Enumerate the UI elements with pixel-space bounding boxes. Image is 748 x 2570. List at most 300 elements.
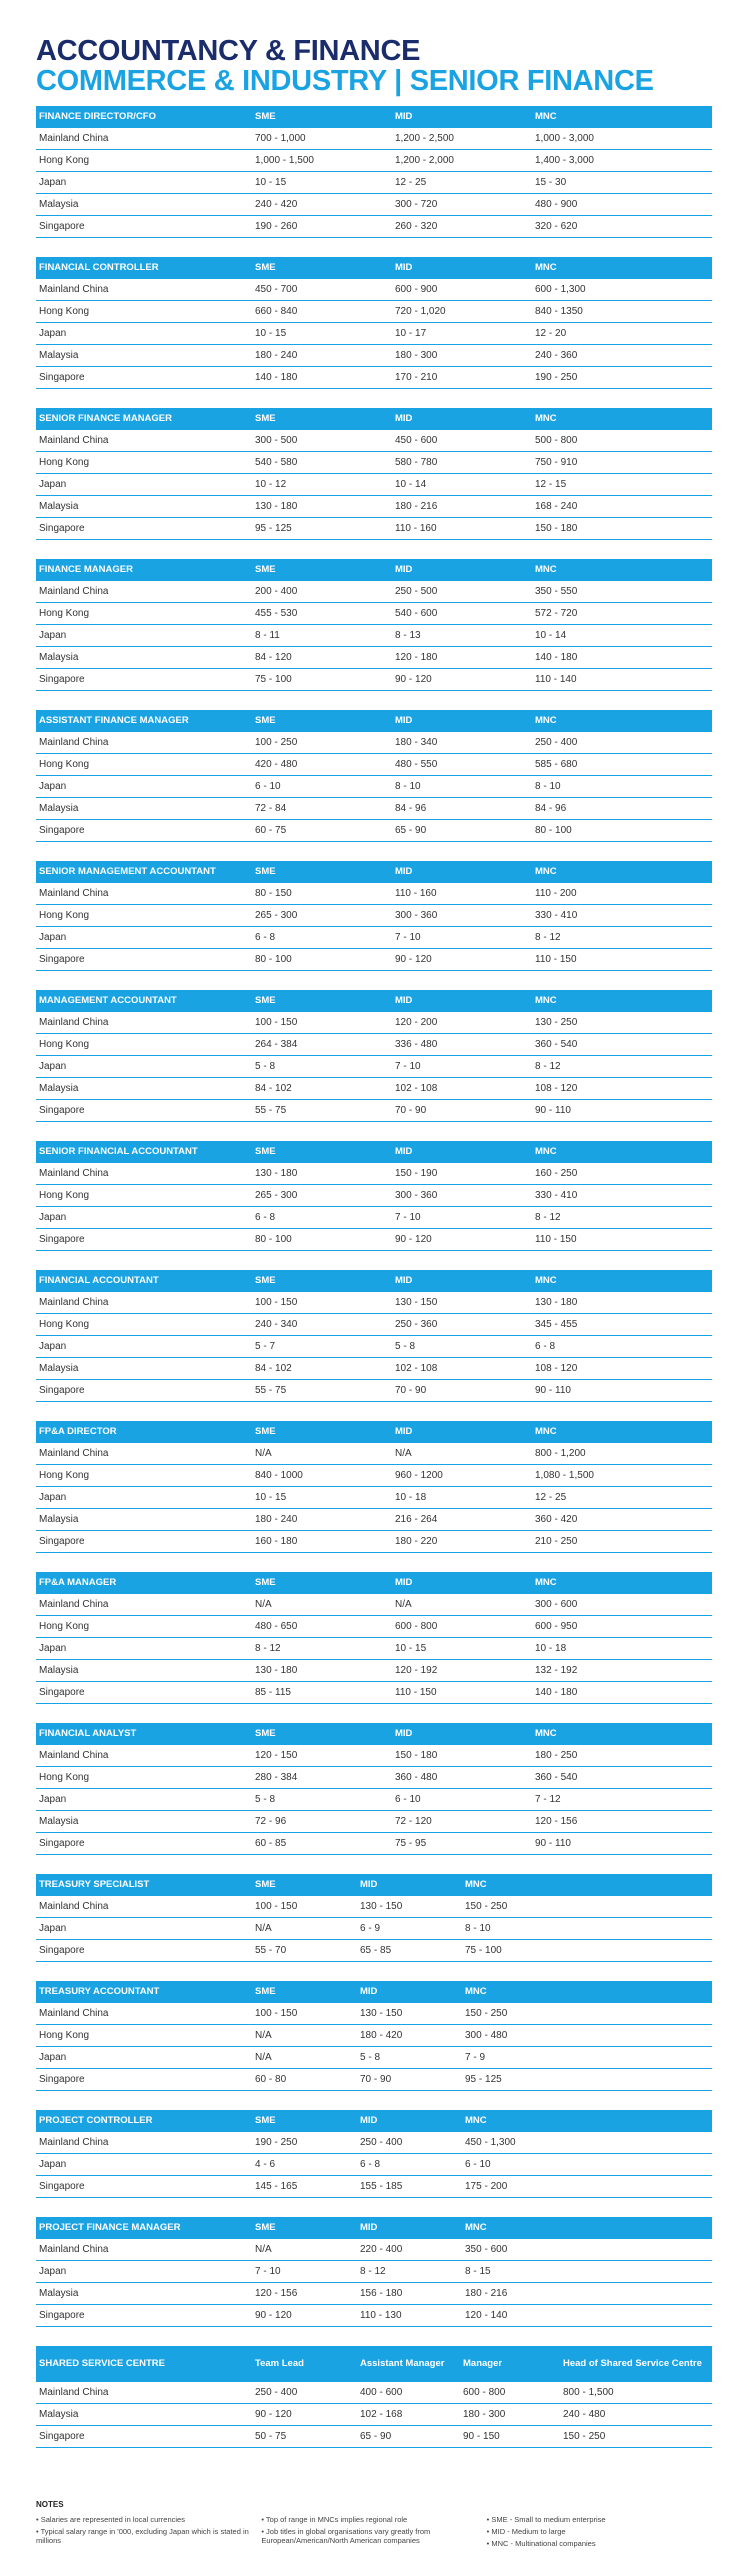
location-cell: Singapore	[39, 2181, 85, 2192]
location-cell: Malaysia	[39, 1083, 79, 1094]
salary-cell: 90 - 110	[535, 1105, 571, 1116]
table-row	[36, 927, 712, 949]
role-title: FINANCE DIRECTOR/CFO	[39, 111, 156, 122]
table-row	[36, 2025, 712, 2047]
salary-cell: 180 - 250	[535, 1750, 578, 1761]
column-header: SME	[255, 1146, 276, 1157]
salary-cell: 72 - 120	[395, 1816, 432, 1827]
salary-cell: 5 - 8	[255, 1794, 276, 1805]
table-row	[36, 1078, 712, 1100]
salary-cell: 95 - 125	[255, 523, 292, 534]
location-cell: Hong Kong	[39, 155, 90, 166]
table-row	[36, 949, 712, 971]
column-header: MNC	[535, 1146, 557, 1157]
salary-cell: 55 - 70	[255, 1945, 287, 1956]
table-row	[36, 1896, 712, 1918]
salary-table	[36, 1421, 712, 1553]
location-cell: Mainland China	[39, 1448, 109, 1459]
salary-cell: 300 - 500	[255, 435, 298, 446]
salary-cell: 155 - 185	[360, 2181, 403, 2192]
salary-cell: 840 - 1350	[535, 306, 583, 317]
salary-cell: 60 - 75	[255, 825, 287, 836]
location-cell: Japan	[39, 2052, 67, 2063]
location-cell: Hong Kong	[39, 2030, 90, 2041]
location-cell: Malaysia	[39, 652, 79, 663]
location-cell: Japan	[39, 2266, 67, 2277]
notes-title: NOTES	[36, 2500, 64, 2509]
salary-cell: 360 - 420	[535, 1514, 578, 1525]
location-cell: Japan	[39, 1794, 67, 1805]
column-header: MID	[360, 2222, 378, 2233]
salary-cell: 10 - 15	[255, 328, 287, 339]
salary-cell: 70 - 90	[360, 2074, 392, 2085]
salary-cell: 130 - 250	[535, 1017, 578, 1028]
table-row	[36, 1487, 712, 1509]
salary-cell: 180 - 240	[255, 350, 298, 361]
salary-cell: 120 - 200	[395, 1017, 438, 1028]
salary-cell: 6 - 8	[255, 932, 276, 943]
table-row	[36, 1638, 712, 1660]
salary-cell: 72 - 84	[255, 803, 287, 814]
salary-cell: 600 - 900	[395, 284, 438, 295]
salary-cell: 1,200 - 2,500	[395, 133, 454, 144]
salary-cell: 300 - 600	[535, 1599, 578, 1610]
salary-cell: 110 - 160	[395, 888, 437, 899]
table-row	[36, 732, 712, 754]
salary-table	[36, 1572, 712, 1704]
salary-table	[36, 861, 712, 971]
role-title: SHARED SERVICE CENTRE	[39, 2358, 165, 2369]
salary-cell: 336 - 480	[395, 1039, 438, 1050]
table-row	[36, 625, 712, 647]
location-cell: Japan	[39, 2159, 67, 2170]
salary-cell: 140 - 180	[535, 652, 578, 663]
role-title: TREASURY ACCOUNTANT	[39, 1986, 160, 1997]
table-row	[36, 1509, 712, 1531]
salary-cell: 175 - 200	[465, 2181, 508, 2192]
table-row	[36, 452, 712, 474]
column-header: MNC	[535, 1426, 557, 1437]
salary-cell: 572 - 720	[535, 608, 578, 619]
location-cell: Mainland China	[39, 2387, 109, 2398]
location-cell: Japan	[39, 1492, 67, 1503]
location-cell: Singapore	[39, 2431, 85, 2442]
salary-cell: 80 - 100	[535, 825, 572, 836]
table-row	[36, 1745, 712, 1767]
salary-cell: 110 - 150	[395, 1687, 437, 1698]
location-cell: Mainland China	[39, 133, 109, 144]
column-header: SME	[255, 262, 276, 273]
salary-cell: 600 - 950	[535, 1621, 578, 1632]
role-title: MANAGEMENT ACCOUNTANT	[39, 995, 177, 1006]
salary-cell: 50 - 75	[255, 2431, 287, 2442]
salary-cell: 90 - 150	[463, 2431, 500, 2442]
table-row	[36, 1185, 712, 1207]
column-header: MID	[395, 866, 413, 877]
table-header	[36, 1723, 712, 1745]
salary-cell: 120 - 140	[465, 2310, 508, 2321]
salary-cell: 156 - 180	[360, 2288, 403, 2299]
salary-cell: 140 - 180	[255, 372, 298, 383]
salary-cell: 840 - 1000	[255, 1470, 303, 1481]
table-row	[36, 1918, 712, 1940]
role-title: PROJECT CONTROLLER	[39, 2115, 153, 2126]
column-header: MID	[395, 1577, 413, 1588]
salary-cell: 420 - 480	[255, 759, 298, 770]
salary-table	[36, 1981, 712, 2091]
location-cell: Japan	[39, 1212, 67, 1223]
salary-cell: 1,200 - 2,000	[395, 155, 454, 166]
salary-cell: 84 - 120	[255, 652, 292, 663]
salary-cell: 100 - 150	[255, 1017, 298, 1028]
table-row	[36, 1034, 712, 1056]
salary-cell: N/A	[395, 1599, 412, 1610]
salary-cell: 65 - 90	[395, 825, 427, 836]
column-header: MID	[395, 262, 413, 273]
salary-cell: 1,400 - 3,000	[535, 155, 594, 166]
salary-cell: 130 - 150	[360, 2008, 403, 2019]
column-header: SME	[255, 1577, 276, 1588]
location-cell: Japan	[39, 1061, 67, 1072]
salary-cell: 160 - 180	[255, 1536, 298, 1547]
salary-cell: 90 - 120	[395, 1234, 432, 1245]
salary-cell: 130 - 180	[255, 1168, 298, 1179]
location-cell: Hong Kong	[39, 608, 90, 619]
table-header	[36, 861, 712, 883]
salary-cell: 400 - 600	[360, 2387, 403, 2398]
salary-cell: 180 - 340	[395, 737, 438, 748]
table-row	[36, 2426, 712, 2448]
salary-cell: 170 - 210	[395, 372, 438, 383]
role-title: FINANCIAL CONTROLLER	[39, 262, 159, 273]
table-row	[36, 2069, 712, 2091]
column-header: SME	[255, 1426, 276, 1437]
location-cell: Mainland China	[39, 284, 109, 295]
location-cell: Japan	[39, 1341, 67, 1352]
salary-cell: N/A	[255, 1448, 272, 1459]
column-header: MID	[360, 1986, 378, 1997]
salary-cell: N/A	[255, 2030, 272, 2041]
salary-cell: 8 - 10	[465, 1923, 491, 1934]
table-row	[36, 1229, 712, 1251]
location-cell: Mainland China	[39, 737, 109, 748]
salary-cell: 5 - 7	[255, 1341, 276, 1352]
column-header: MID	[395, 1728, 413, 1739]
salary-cell: 8 - 12	[360, 2266, 386, 2277]
salary-cell: 800 - 1,500	[563, 2387, 614, 2398]
column-header: SME	[255, 1275, 276, 1286]
table-row	[36, 1940, 712, 1962]
location-cell: Hong Kong	[39, 1470, 90, 1481]
salary-cell: 300 - 360	[395, 1190, 438, 1201]
table-row	[36, 581, 712, 603]
salary-cell: 108 - 120	[535, 1083, 578, 1094]
salary-cell: 95 - 125	[465, 2074, 502, 2085]
salary-cell: 350 - 550	[535, 586, 578, 597]
salary-cell: 190 - 250	[255, 2137, 298, 2148]
note-item: • SME - Small to medium enterprise	[486, 2515, 606, 2524]
salary-cell: 7 - 12	[535, 1794, 561, 1805]
location-cell: Malaysia	[39, 350, 79, 361]
salary-cell: 600 - 800	[463, 2387, 506, 2398]
salary-cell: 6 - 10	[255, 781, 281, 792]
salary-cell: 540 - 600	[395, 608, 438, 619]
location-cell: Mainland China	[39, 2137, 109, 2148]
salary-cell: 150 - 250	[563, 2431, 606, 2442]
salary-cell: 210 - 250	[535, 1536, 578, 1547]
salary-table	[36, 990, 712, 1122]
salary-cell: 75 - 95	[395, 1838, 427, 1849]
table-row	[36, 905, 712, 927]
salary-cell: 120 - 150	[255, 1750, 298, 1761]
salary-cell: 90 - 120	[395, 674, 432, 685]
role-title: FINANCE MANAGER	[39, 564, 133, 575]
table-row	[36, 150, 712, 172]
salary-cell: 102 - 108	[395, 1083, 438, 1094]
location-cell: Malaysia	[39, 1816, 79, 1827]
salary-cell: 300 - 480	[465, 2030, 508, 2041]
salary-cell: 80 - 100	[255, 1234, 292, 1245]
salary-cell: 180 - 240	[255, 1514, 298, 1525]
salary-cell: 200 - 400	[255, 586, 298, 597]
location-cell: Singapore	[39, 1536, 85, 1547]
location-cell: Mainland China	[39, 1599, 109, 1610]
salary-cell: 8 - 10	[395, 781, 421, 792]
salary-cell: 7 - 10	[255, 2266, 281, 2277]
salary-cell: 265 - 300	[255, 910, 298, 921]
location-cell: Mainland China	[39, 1901, 109, 1912]
salary-cell: 600 - 1,300	[535, 284, 586, 295]
salary-table	[36, 1270, 712, 1402]
salary-cell: 660 - 840	[255, 306, 298, 317]
table-row	[36, 2154, 712, 2176]
salary-cell: 240 - 480	[563, 2409, 606, 2420]
table-row	[36, 820, 712, 842]
location-cell: Malaysia	[39, 2409, 79, 2420]
salary-cell: 1,000 - 1,500	[255, 155, 314, 166]
location-cell: Mainland China	[39, 2008, 109, 2019]
column-header: MID	[395, 564, 413, 575]
table-row	[36, 1314, 712, 1336]
salary-cell: N/A	[255, 2244, 272, 2255]
location-cell: Singapore	[39, 825, 85, 836]
location-cell: Singapore	[39, 1385, 85, 1396]
salary-cell: 102 - 168	[360, 2409, 403, 2420]
location-cell: Singapore	[39, 1105, 85, 1116]
salary-cell: 220 - 400	[360, 2244, 403, 2255]
table-row	[36, 518, 712, 540]
note-item: • Salaries are represented in local currencies	[36, 2515, 185, 2524]
salary-cell: 330 - 410	[535, 910, 578, 921]
salary-table	[36, 2346, 712, 2448]
column-header: Head of Shared Service Centre	[563, 2358, 702, 2369]
note-item: • Job titles in global organisations vary greatly from European/American/North American companies	[261, 2527, 431, 2545]
salary-cell: 7 - 9	[465, 2052, 486, 2063]
salary-cell: 800 - 1,200	[535, 1448, 586, 1459]
salary-cell: 7 - 10	[395, 1212, 421, 1223]
column-header: SME	[255, 1986, 276, 1997]
location-cell: Singapore	[39, 372, 85, 383]
column-header: MNC	[535, 413, 557, 424]
location-cell: Singapore	[39, 1945, 85, 1956]
table-row	[36, 603, 712, 625]
salary-cell: 140 - 180	[535, 1687, 578, 1698]
table-header	[36, 559, 712, 581]
column-header: SME	[255, 2222, 276, 2233]
table-header	[36, 1874, 712, 1896]
table-header	[36, 2217, 712, 2239]
column-header: MID	[395, 1146, 413, 1157]
table-row	[36, 1833, 712, 1855]
salary-cell: 132 - 192	[535, 1665, 578, 1676]
salary-cell: 216 - 264	[395, 1514, 438, 1525]
column-header: MID	[395, 1275, 413, 1286]
salary-cell: 130 - 150	[360, 1901, 403, 1912]
column-header: Assistant Manager	[360, 2358, 445, 2369]
location-cell: Mainland China	[39, 2244, 109, 2255]
column-header: MNC	[465, 1986, 487, 1997]
salary-cell: 85 - 115	[255, 1687, 291, 1698]
salary-cell: 250 - 360	[395, 1319, 438, 1330]
role-title: SENIOR FINANCIAL ACCOUNTANT	[39, 1146, 198, 1157]
location-cell: Singapore	[39, 1838, 85, 1849]
table-row	[36, 1207, 712, 1229]
salary-cell: 60 - 85	[255, 1838, 287, 1849]
salary-cell: 360 - 540	[535, 1772, 578, 1783]
salary-cell: 8 - 12	[535, 1212, 561, 1223]
salary-cell: N/A	[255, 1599, 272, 1610]
salary-table	[36, 2217, 712, 2327]
role-title: SENIOR FINANCE MANAGER	[39, 413, 173, 424]
salary-cell: 6 - 8	[535, 1341, 556, 1352]
column-header: MNC	[535, 262, 557, 273]
table-row	[36, 2382, 712, 2404]
salary-cell: 75 - 100	[255, 674, 292, 685]
salary-cell: 80 - 100	[255, 954, 292, 965]
salary-cell: 250 - 400	[535, 737, 578, 748]
table-row	[36, 216, 712, 238]
table-header	[36, 1421, 712, 1443]
column-header: MNC	[535, 866, 557, 877]
table-row	[36, 1056, 712, 1078]
column-header: MID	[395, 111, 413, 122]
table-row	[36, 1012, 712, 1034]
salary-cell: 480 - 650	[255, 1621, 298, 1632]
table-row	[36, 1789, 712, 1811]
location-cell: Singapore	[39, 954, 85, 965]
salary-cell: 168 - 240	[535, 501, 578, 512]
table-row	[36, 883, 712, 905]
location-cell: Japan	[39, 1923, 67, 1934]
salary-cell: 7 - 10	[395, 1061, 421, 1072]
location-cell: Malaysia	[39, 1665, 79, 1676]
salary-cell: 120 - 156	[535, 1816, 578, 1827]
salary-cell: 90 - 120	[255, 2310, 292, 2321]
salary-cell: 145 - 165	[255, 2181, 298, 2192]
salary-cell: 110 - 200	[535, 888, 577, 899]
salary-cell: 720 - 1,020	[395, 306, 446, 317]
table-header	[36, 1572, 712, 1594]
notes-column-3	[487, 2515, 712, 2551]
salary-cell: 10 - 15	[395, 1643, 427, 1654]
column-header: MNC	[465, 1879, 487, 1890]
salary-cell: 7 - 10	[395, 932, 421, 943]
location-cell: Japan	[39, 328, 67, 339]
table-row	[36, 1380, 712, 1402]
table-row	[36, 345, 712, 367]
salary-cell: 180 - 220	[395, 1536, 438, 1547]
salary-cell: 190 - 250	[535, 372, 578, 383]
salary-cell: 320 - 620	[535, 221, 578, 232]
salary-cell: 250 - 500	[395, 586, 438, 597]
column-header: MID	[395, 995, 413, 1006]
table-row	[36, 798, 712, 820]
salary-cell: 10 - 14	[395, 479, 427, 490]
salary-cell: 8 - 10	[535, 781, 561, 792]
column-header: Team Lead	[255, 2358, 304, 2369]
location-cell: Malaysia	[39, 501, 79, 512]
column-header: SME	[255, 995, 276, 1006]
salary-cell: 12 - 15	[535, 479, 567, 490]
note-item: • MNC - Multinational companies	[486, 2539, 596, 2548]
salary-cell: 75 - 100	[465, 1945, 502, 1956]
salary-cell: 80 - 150	[255, 888, 292, 899]
role-title: FINANCIAL ANALYST	[39, 1728, 137, 1739]
salary-cell: 750 - 910	[535, 457, 578, 468]
column-header: SME	[255, 715, 276, 726]
table-header	[36, 990, 712, 1012]
location-cell: Japan	[39, 1643, 67, 1654]
column-header: Manager	[463, 2358, 503, 2369]
salary-cell: 600 - 800	[395, 1621, 438, 1632]
column-header: MID	[395, 413, 413, 424]
salary-cell: 120 - 192	[395, 1665, 438, 1676]
notes-column-1	[36, 2515, 261, 2551]
salary-cell: 120 - 156	[255, 2288, 298, 2299]
salary-cell: 8 - 12	[535, 1061, 561, 1072]
column-header: SME	[255, 564, 276, 575]
location-cell: Mainland China	[39, 435, 109, 446]
salary-cell: 130 - 150	[395, 1297, 438, 1308]
location-cell: Mainland China	[39, 1168, 109, 1179]
salary-table	[36, 559, 712, 691]
salary-cell: 110 - 130	[360, 2310, 402, 2321]
salary-cell: 108 - 120	[535, 1363, 578, 1374]
salary-cell: 10 - 18	[535, 1643, 567, 1654]
salary-cell: 455 - 530	[255, 608, 298, 619]
salary-cell: 160 - 250	[535, 1168, 578, 1179]
location-cell: Hong Kong	[39, 1039, 90, 1050]
table-row	[36, 1811, 712, 1833]
salary-cell: 90 - 120	[395, 954, 432, 965]
salary-cell: 540 - 580	[255, 457, 298, 468]
table-row	[36, 323, 712, 345]
role-title: FINANCIAL ACCOUNTANT	[39, 1275, 159, 1286]
salary-cell: 150 - 250	[465, 1901, 508, 1912]
location-cell: Malaysia	[39, 1363, 79, 1374]
column-header: MNC	[535, 1728, 557, 1739]
salary-cell: 150 - 250	[465, 2008, 508, 2019]
location-cell: Japan	[39, 177, 67, 188]
location-cell: Mainland China	[39, 586, 109, 597]
role-title: SENIOR MANAGEMENT ACCOUNTANT	[39, 866, 216, 877]
column-header: SME	[255, 1879, 276, 1890]
location-cell: Mainland China	[39, 1750, 109, 1761]
column-header: MNC	[535, 111, 557, 122]
table-row	[36, 2132, 712, 2154]
salary-cell: 280 - 384	[255, 1772, 298, 1783]
salary-cell: 5 - 8	[360, 2052, 381, 2063]
